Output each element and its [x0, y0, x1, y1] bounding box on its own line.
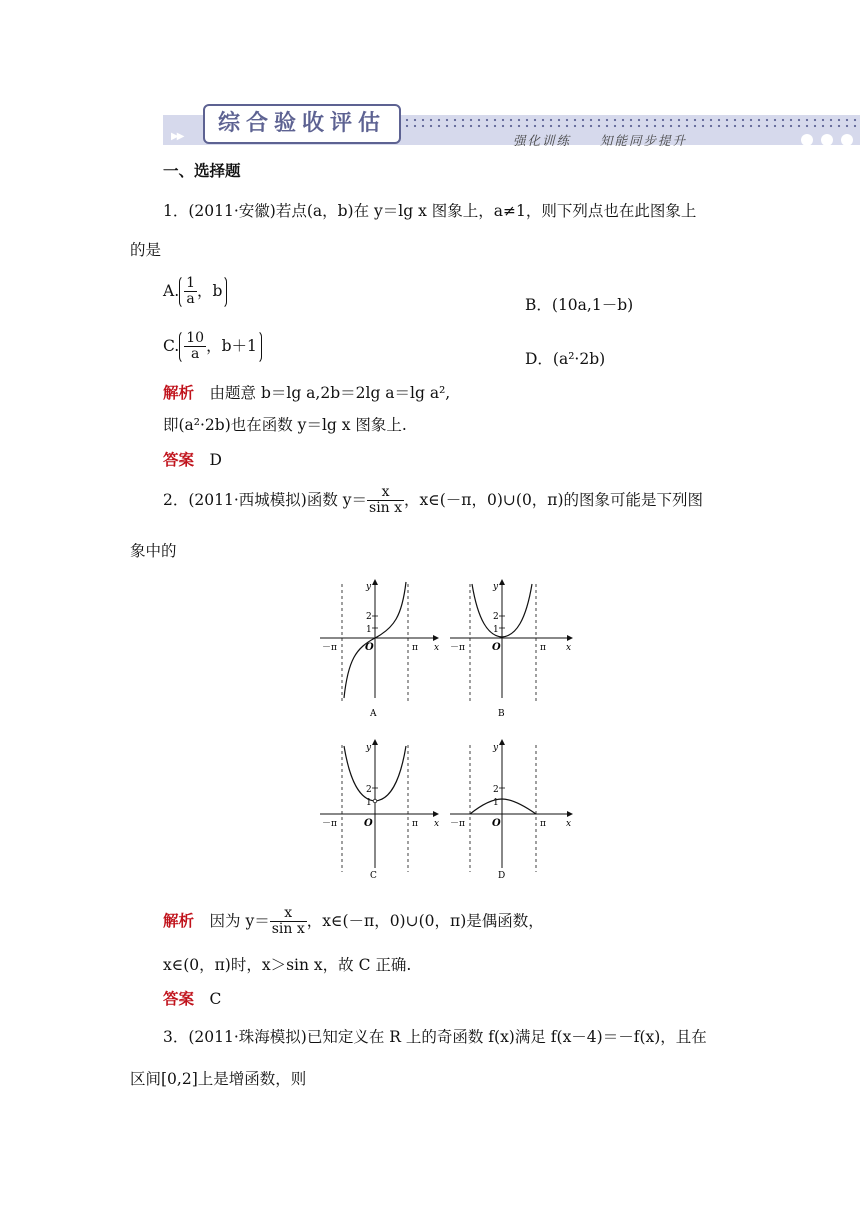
q2-analysis: 解析 因为 y＝ $\frac{x}{\text{sin x}}$ ，x∈(－π，0)∪(0，π)是偶函数， [163, 905, 544, 938]
banner-circle-icon [841, 134, 853, 146]
graph-c-label: C [370, 871, 377, 881]
graph-d-neg-pi: －π [450, 819, 465, 829]
graph-d-x-label: x [566, 819, 572, 829]
section-heading: 一、选择题 [163, 161, 241, 180]
q2-stem-cont: 象中的 [130, 542, 177, 560]
q1-stem: 1．(2011·安徽)若点(a，b)在 y＝lg x 图象上，a≠1，则下列点也在此图象上 [163, 202, 697, 220]
graph-d [450, 740, 572, 881]
section-banner [163, 104, 860, 150]
graph-a-label: A [370, 709, 377, 719]
graph-d-y-label: y [493, 743, 499, 753]
banner-circle-icon [801, 134, 813, 146]
graph-b-origin: O [492, 642, 501, 653]
analysis-label: 解析 [163, 910, 195, 930]
graph-d-pi: π [540, 819, 546, 829]
banner-dot-pattern [403, 117, 858, 129]
graph-d-label: D [498, 871, 506, 881]
q1-answer: 答案 D [163, 450, 222, 469]
q1-stem-cont: 的是 [130, 241, 162, 259]
graph-a-y-label: y [366, 582, 372, 592]
q2-analysis-cont: x∈(0，π)时，x＞sin x，故 C 正确. [163, 956, 412, 974]
graph-b-x-label: x [566, 643, 572, 653]
graph-d-tick-1: 1 [493, 798, 499, 808]
analysis-label: 解析 [163, 383, 195, 402]
graph-b-y-label: y [493, 582, 499, 592]
q1-analysis: 解析 由题意 b＝lg a,2b＝2lg a＝lg a², [163, 383, 451, 402]
q2-option-graphs [300, 570, 590, 890]
q1-option-b: B．(10a,1－b) [525, 296, 634, 314]
q1-option-c: C. $\frac{10}{a}$ ，b＋1 [163, 330, 262, 364]
graph-a-pi: π [412, 643, 418, 653]
graph-b-label: B [498, 709, 505, 719]
graph-b [450, 580, 572, 719]
banner-subtitle: 强化训练 知能同步提升 [513, 133, 688, 148]
graph-c-tick-1: 1 [366, 798, 372, 808]
banner-arrow-icon: ▶▶ [171, 131, 183, 142]
graph-b-pi: π [540, 643, 546, 653]
graph-c-y-label: y [366, 743, 372, 753]
q3-stem: 3．(2011·珠海模拟)已知定义在 R 上的奇函数 f(x)满足 f(x－4)＝－f(x)，且在 [163, 1028, 707, 1046]
graph-c-pi: π [412, 819, 418, 829]
graph-a-tick-2: 2 [366, 612, 372, 622]
graph-d-origin: O [492, 818, 501, 829]
q1-analysis-cont: 即(a²·2b)也在函数 y＝lg x 图象上. [163, 416, 407, 434]
graph-a-tick-1: 1 [366, 625, 372, 635]
answer-label: 答案 [163, 450, 195, 469]
graph-a-x-label: x [434, 643, 440, 653]
graph-a [320, 580, 439, 719]
graph-c-neg-pi: －π [322, 819, 337, 829]
graph-c [320, 740, 439, 881]
graph-b-neg-pi: －π [450, 643, 465, 653]
graph-a-origin: O [365, 642, 374, 653]
q2-stem: 2．(2011·西城模拟)函数 y＝ $\frac{x}{\text{sin x}}$ ，x∈(－π，0)∪(0，π)的图象可能是下列图 [163, 484, 704, 517]
answer-label: 答案 [163, 989, 195, 1008]
graph-b-tick-2: 2 [493, 612, 499, 622]
graph-c-origin: O [364, 818, 373, 829]
graph-c-x-label: x [434, 819, 440, 829]
banner-title: 综合验收评估 [203, 104, 401, 144]
q1-option-a: A. $\frac{1}{a}$ ，b [163, 275, 227, 309]
q1-option-d: D．(a²·2b) [525, 350, 606, 368]
q2-answer: 答案 C [163, 989, 222, 1008]
graph-c-tick-2: 2 [366, 785, 372, 795]
graph-d-tick-2: 2 [493, 785, 499, 795]
graph-a-neg-pi: －π [322, 643, 337, 653]
banner-circle-icon [821, 134, 833, 146]
graph-b-tick-1: 1 [493, 625, 499, 635]
q3-stem-cont: 区间[0,2]上是增函数，则 [130, 1070, 307, 1088]
